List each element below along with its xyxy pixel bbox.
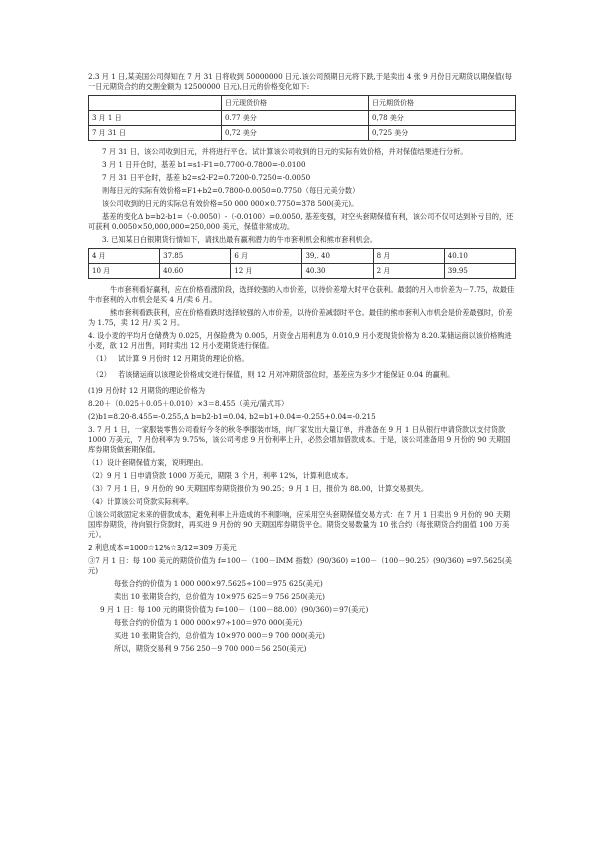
table-cell: 日元期货价格 (369, 96, 516, 111)
q37-a3: ③7 月 1 日：每 100 美元的期货价值为 f=100－（100－IMM 指数）(90/360) =100－（100－90.25）(90/360) =97.5625(美元) (88, 556, 512, 575)
q37-q4: （4）计算该公司贷款实际利率。 (88, 497, 194, 506)
table-row (89, 111, 516, 126)
table-cell: 日元现货价格 (222, 96, 369, 111)
list-number: （1） (92, 354, 111, 363)
q3-intro: 3. 已知某日白银期货行情如下，请找出最有赢利潜力的牛市套利机会和熊市套利机会。 (102, 235, 378, 244)
table-cell: 2 月 (373, 264, 444, 279)
yen-price-table (88, 95, 516, 141)
q37-q2: （2）9 月 1 日申请贷款 1000 万美元，期限 3 个月，利率 12%，计算利息成本。 (88, 471, 353, 480)
q37-a8: 买进 10 张期货合约，总价值为 10×970 000＝9 700 000(美元) (114, 631, 325, 640)
q37-a4: 每张合约的价值为 1 000 000×97.5625÷100＝975 625(美元) (114, 579, 323, 588)
table-cell (89, 96, 222, 111)
q4-intro: 4. 设小麦的平均月仓储费为 0.025，月保险费为 0.005，月资金占用利息为 0.010,9 月小麦现货价格为 8.20.某储运商以该价格购进小麦，欲 12 月出售，同时卖出 12 月小麦期货进行保值。 (88, 331, 512, 350)
table-cell: 8 月 (373, 249, 444, 264)
list-item (88, 370, 516, 380)
table-cell: 0,72 美分 (222, 126, 369, 141)
table-cell: 40.30 (302, 264, 373, 279)
q37-intro: 3. 7 月 1 日，一家服装零售公司看好今冬的秋冬季服装市场，向厂家发出大量订单，并准备在 9 月 1 日从银行申请贷款以支付货款 1000 万美元，7 月份利率为 9.75%，该公司考虑 9 月份利率上升，必然会增加借款成本。于是，该公司准备用 9 月份的 90 天期国库券期货做套期保值。 (88, 425, 511, 454)
list-number: （2） (92, 370, 111, 379)
table-cell: 6 月 (231, 249, 302, 264)
q23-line-mar: 3 月 1 日开仓时，基差 b1=s1-F1=0.7700-0.7800=-0.0100 (102, 160, 306, 169)
q23-line-total: 该公司收到的日元的实际总有效价格=50 000 000×0.7750=378 500(美元)。 (102, 199, 359, 208)
list-text: 试计算 9 月份时 12 月期货的理论价格。 (118, 354, 249, 363)
q37-a9: 所以，期货交易利 9 756 250－9 700 000＝56 250(美元) (114, 644, 307, 653)
q23-line-jul: 7 月 31 日平仓时，基差 b2=s2-F2=0.7200-0.7250=-0.0050 (102, 173, 311, 182)
q23-line-basis: 基差的变化Δ b=b2-b1=（-0.0050）-（-0.0100）=0.0050, 基差变强，对空头套期保值有利，该公司不仅可达到补亏目的，还可获利 0.0050×50,000,000=250,000 美元，保值非常成功。 (88, 212, 514, 231)
table-cell: 3 月 1 日 (89, 111, 222, 126)
table-row (89, 264, 516, 279)
table-cell: 7 月 31 日 (89, 126, 222, 141)
q37-q3: （3）7 月 1 日，9 月份的 90 天期国库券期货报价为 90.25；9 月 1 日，报价为 88.00，计算交易损失。 (88, 484, 429, 493)
table-cell: 40.60 (160, 264, 231, 279)
q23-para1: 7 月 31 日，该公司收到日元，并将进行平仓。试计算该公司收到的日元的实际有效价格，并对保值结果进行分析。 (102, 147, 468, 156)
silver-futures-table (88, 248, 516, 279)
table-cell: 4 月 (89, 249, 160, 264)
list-text: 若该储运商以该理论价格成交进行保值，则 12 月对冲期货部位时，基差应为多少才能保证 0.04 的赢利。 (118, 370, 455, 379)
table-row (89, 126, 516, 141)
table-header-row (89, 96, 516, 111)
q3-bull: 牛市套利看好赢利，应在价格看涨阶段，选择较强的入市价差，以待价差增大时平仓获利。最弱的月入市价差为－7.75，故最佳牛市套利的入市机会是买 4 月/卖 6 月。 (88, 285, 515, 304)
q4-ans2: 8.20＋（0.025＋0.05＋0.010）×3＝8.455（美元/蒲式耳） (88, 399, 289, 408)
table-cell: 40.10 (444, 249, 515, 264)
table-cell: 0.77 美分 (222, 111, 369, 126)
q37-a7: 每张合约的价值为 1 000 000×97÷100＝970 000(美元) (114, 618, 303, 627)
q37-q1: （1）设计套期保值方案，说明理由。 (88, 458, 208, 467)
q37-a6: 9 月 1 日：每 100 元的期货价值为 f=100－（100－88.00）(90/360)＝97(美元) (100, 605, 369, 614)
table-cell: 12 月 (231, 264, 302, 279)
q4-ans1: (1)9 月份时 12 月期货的理论价格为 (88, 386, 206, 395)
table-cell: 39,. 40 (302, 249, 373, 264)
q4-ans3: (2)b1=8.20-8.455=-0.255,Δ b=b2-b1=0.04, b2=b1+0.04=-0.255+0.04=-0.215 (88, 412, 376, 421)
table-cell: 39.95 (444, 264, 515, 279)
table-cell: 37.85 (160, 249, 231, 264)
table-cell: 10 月 (89, 264, 160, 279)
q3-bear: 熊市套利看跌获利，应在价格看跌时选择较强的入市价差，以待价差减弱时平仓。最佳的熊市套利入市机会是价差最强时，价差为 1.75，卖 12 月/ 买 2 月。 (88, 308, 513, 327)
table-cell: 0,725 美分 (369, 126, 516, 141)
table-cell: 0,78 美分 (369, 111, 516, 126)
q37-a2: 2 利息成本=1000☆12%☆3/12=309 万美元 (88, 543, 237, 552)
document-page (88, 72, 516, 657)
q23-intro: 2.3 月 1 日,某美国公司得知在 7 月 31 日将收到 50000000 日元.该公司预期日元将下跌,于是卖出 4 张 9 月份日元期货以期保值(每一日元期货合约的交割金额为 12500000 日元),日元的价格变化如下: (88, 72, 512, 91)
q37-a5: 卖出 10 张期货合约，总价值为 10×975 625＝9 756 250(美元) (114, 592, 325, 601)
table-row (89, 249, 516, 264)
list-item (88, 354, 516, 364)
q37-a1: ①该公司欲固定未来的借款成本，避免利率上升造成的不利影响，应采用空头套期保值交易方式：在 7 月 1 日卖出 9 月份的 90 天期国库券期货，待向银行贷款时，再买进 9 月份的 90 天期国库券期货平仓。期货交易数量为 10 张合约（每张期货合约面值 100 万美元）。 (88, 510, 511, 539)
q23-line-eff: 则每日元的实际有效价格=F1+b2=0.7800-0.0050=0.7750（每日元美分数） (102, 186, 360, 195)
